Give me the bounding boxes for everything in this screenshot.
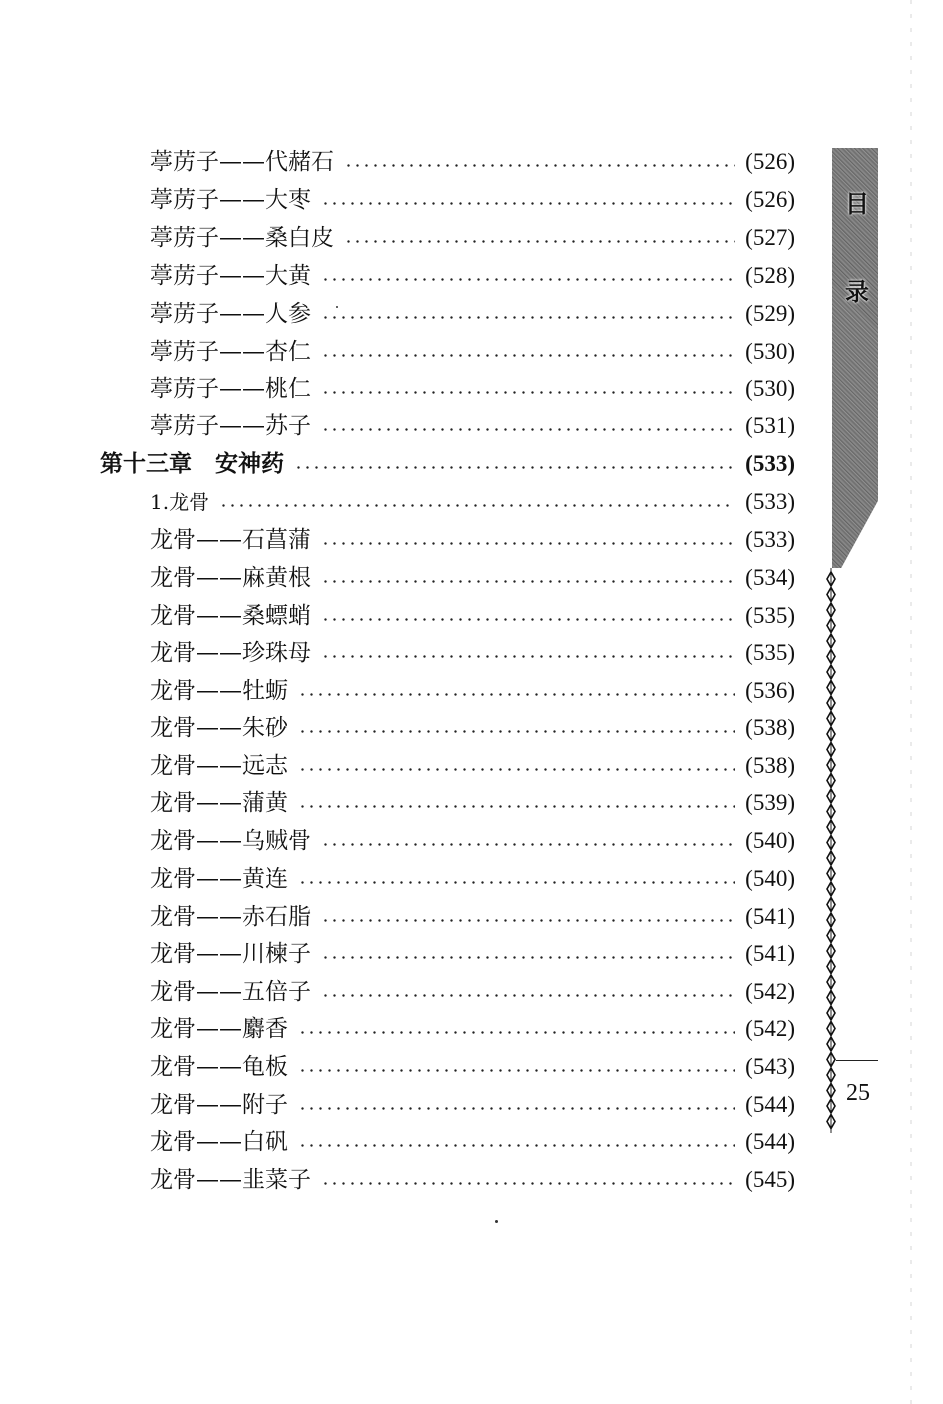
toc-entry[interactable] bbox=[150, 1124, 795, 1160]
toc-entry-label: 龙骨——珍珠母 bbox=[150, 640, 311, 666]
toc-entry-page: (526) bbox=[745, 187, 795, 212]
toc-entry[interactable] bbox=[150, 598, 795, 634]
toc-chapter-heading[interactable] bbox=[100, 446, 795, 482]
toc-entry[interactable] bbox=[150, 748, 795, 784]
toc-entry-page: (538) bbox=[745, 715, 795, 740]
toc-entry-label: 葶苈子——桃仁 bbox=[150, 376, 311, 402]
toc-entry-label: 龙骨——韭菜子 bbox=[150, 1167, 311, 1193]
dot-leader bbox=[298, 1107, 735, 1110]
toc-entry-page: (533) bbox=[745, 489, 795, 514]
toc-entry-label: 龙骨——牡蛎 bbox=[150, 678, 288, 704]
toc-entry[interactable] bbox=[150, 861, 795, 897]
toc-entry-label: 龙骨——远志 bbox=[150, 753, 288, 779]
toc-entry[interactable] bbox=[150, 710, 795, 746]
toc-entry-label: 葶苈子——苏子 bbox=[150, 413, 311, 439]
toc-entry-page: (531) bbox=[745, 413, 795, 438]
toc-entry-label: 葶苈子——杏仁 bbox=[150, 339, 311, 365]
toc-entry-page: (533) bbox=[745, 451, 795, 476]
thumb-tab-char-1: 目 bbox=[845, 189, 869, 218]
toc-entry-page: (530) bbox=[745, 376, 795, 401]
dot-leader bbox=[298, 730, 735, 733]
toc-entry[interactable] bbox=[150, 673, 795, 709]
toc-entry[interactable] bbox=[150, 823, 795, 859]
toc-entry-label: 龙骨——龟板 bbox=[150, 1054, 288, 1080]
toc-entry[interactable] bbox=[150, 334, 795, 370]
toc-entry-page: (543) bbox=[745, 1054, 795, 1079]
toc-entry-label: 葶苈子——大黄 bbox=[150, 263, 311, 289]
dot-leader bbox=[294, 466, 735, 469]
dot-leader bbox=[321, 843, 735, 846]
dot-leader bbox=[321, 391, 735, 394]
dot-leader bbox=[298, 805, 735, 808]
toc-entry-label: 葶苈子——桑白皮 bbox=[150, 225, 334, 251]
toc-entry-label: 龙骨——黄连 bbox=[150, 866, 288, 892]
dot-leader bbox=[321, 655, 735, 658]
dot-leader bbox=[298, 1144, 735, 1147]
toc-entry-page: (530) bbox=[745, 339, 795, 364]
dot-leader bbox=[321, 956, 735, 959]
dot-leader bbox=[298, 768, 735, 771]
toc-entry-label: 龙骨——附子 bbox=[150, 1092, 288, 1118]
toc-entry[interactable] bbox=[150, 635, 795, 671]
toc-entry-page: (541) bbox=[745, 904, 795, 929]
toc-entry-label: 葶苈子——人参 bbox=[150, 301, 311, 327]
toc-entry-page: (540) bbox=[745, 828, 795, 853]
dot-leader bbox=[298, 1031, 735, 1034]
dot-leader bbox=[321, 354, 735, 357]
dot-leader bbox=[321, 618, 735, 621]
toc-entry-page: (542) bbox=[745, 1016, 795, 1041]
dot-leader bbox=[321, 919, 735, 922]
toc-entry-label: 龙骨——赤石脂 bbox=[150, 904, 311, 930]
toc-entry-label: 龙骨——川楝子 bbox=[150, 941, 311, 967]
diamond-chain-ornament bbox=[820, 568, 842, 1133]
toc-entry-page: (544) bbox=[745, 1092, 795, 1117]
toc-entry[interactable] bbox=[150, 258, 795, 294]
toc-entry-page: (526) bbox=[745, 149, 795, 174]
toc-entry-label: 葶苈子——大枣 bbox=[150, 187, 311, 213]
dot-leader bbox=[321, 428, 735, 431]
scan-speck bbox=[495, 1220, 498, 1223]
toc-entry[interactable] bbox=[150, 1011, 795, 1047]
dot-leader bbox=[321, 542, 735, 545]
dot-leader bbox=[321, 278, 735, 281]
toc-entry-page: (535) bbox=[745, 603, 795, 628]
toc-entry-page: (529) bbox=[745, 301, 795, 326]
toc-entry-label: 龙骨——朱砂 bbox=[150, 715, 288, 741]
toc-entry-page: (538) bbox=[745, 753, 795, 778]
toc-entry-label: 龙骨——蒲黄 bbox=[150, 790, 288, 816]
toc-entry[interactable] bbox=[150, 408, 795, 444]
dot-leader bbox=[298, 693, 735, 696]
thumb-tab-char-2: 录 bbox=[845, 277, 869, 306]
toc-entry-label: 龙骨——乌贼骨 bbox=[150, 828, 311, 854]
toc-entry-page: (534) bbox=[745, 565, 795, 590]
toc-entry[interactable] bbox=[150, 1087, 795, 1123]
toc-entry[interactable] bbox=[150, 936, 795, 972]
page-number-rule bbox=[836, 1060, 878, 1061]
toc-entry-page: (539) bbox=[745, 790, 795, 815]
toc-entry-label: 龙骨——麻黄根 bbox=[150, 565, 311, 591]
toc-entry[interactable] bbox=[150, 899, 795, 935]
toc-entry-label: 龙骨——石菖蒲 bbox=[150, 527, 311, 553]
toc-entry-label: 龙骨——麝香 bbox=[150, 1016, 288, 1042]
toc-entry-page: (533) bbox=[745, 527, 795, 552]
toc-entry-page: (527) bbox=[745, 225, 795, 250]
toc-entry[interactable] bbox=[150, 974, 795, 1010]
toc-entry[interactable] bbox=[150, 371, 795, 407]
chapter-title: 第十三章 安神药 bbox=[100, 450, 284, 477]
toc-entry[interactable] bbox=[150, 220, 795, 256]
dot-leader bbox=[321, 994, 735, 997]
dot-leader bbox=[298, 881, 735, 884]
toc-entry-label: 葶苈子——代赭石 bbox=[150, 149, 334, 175]
toc-entry[interactable] bbox=[150, 296, 795, 332]
toc-entry[interactable] bbox=[150, 1162, 795, 1198]
toc-entry-page: (541) bbox=[745, 941, 795, 966]
dot-leader bbox=[321, 316, 735, 319]
dot-leader bbox=[344, 240, 735, 243]
dot-leader bbox=[321, 202, 735, 205]
scan-speck bbox=[336, 306, 338, 308]
toc-entry-page: (540) bbox=[745, 866, 795, 891]
toc-entry-page: (545) bbox=[745, 1167, 795, 1192]
toc-entry-page: (528) bbox=[745, 263, 795, 288]
dot-leader bbox=[219, 504, 735, 507]
dot-leader bbox=[321, 580, 735, 583]
toc-entry-label: 龙骨——白矾 bbox=[150, 1129, 288, 1155]
toc-entry[interactable] bbox=[150, 522, 795, 558]
toc-entry[interactable] bbox=[150, 144, 795, 180]
toc-entry[interactable] bbox=[150, 785, 795, 821]
dot-leader bbox=[298, 1069, 735, 1072]
toc-entry[interactable] bbox=[150, 182, 795, 218]
toc-section[interactable] bbox=[150, 484, 795, 520]
page-number: 25 bbox=[846, 1080, 870, 1106]
toc-entry[interactable] bbox=[150, 560, 795, 596]
section-title: 1.龙骨 bbox=[150, 490, 210, 514]
toc-entry-page: (544) bbox=[745, 1129, 795, 1154]
dot-leader bbox=[344, 164, 735, 167]
dot-leader bbox=[321, 1182, 735, 1185]
toc-entry-label: 龙骨——桑螵蛸 bbox=[150, 603, 311, 629]
toc-entry-label: 龙骨——五倍子 bbox=[150, 979, 311, 1005]
toc-entry-page: (542) bbox=[745, 979, 795, 1004]
toc-entry-page: (536) bbox=[745, 678, 795, 703]
toc-entry-page: (535) bbox=[745, 640, 795, 665]
toc-entry[interactable] bbox=[150, 1049, 795, 1085]
